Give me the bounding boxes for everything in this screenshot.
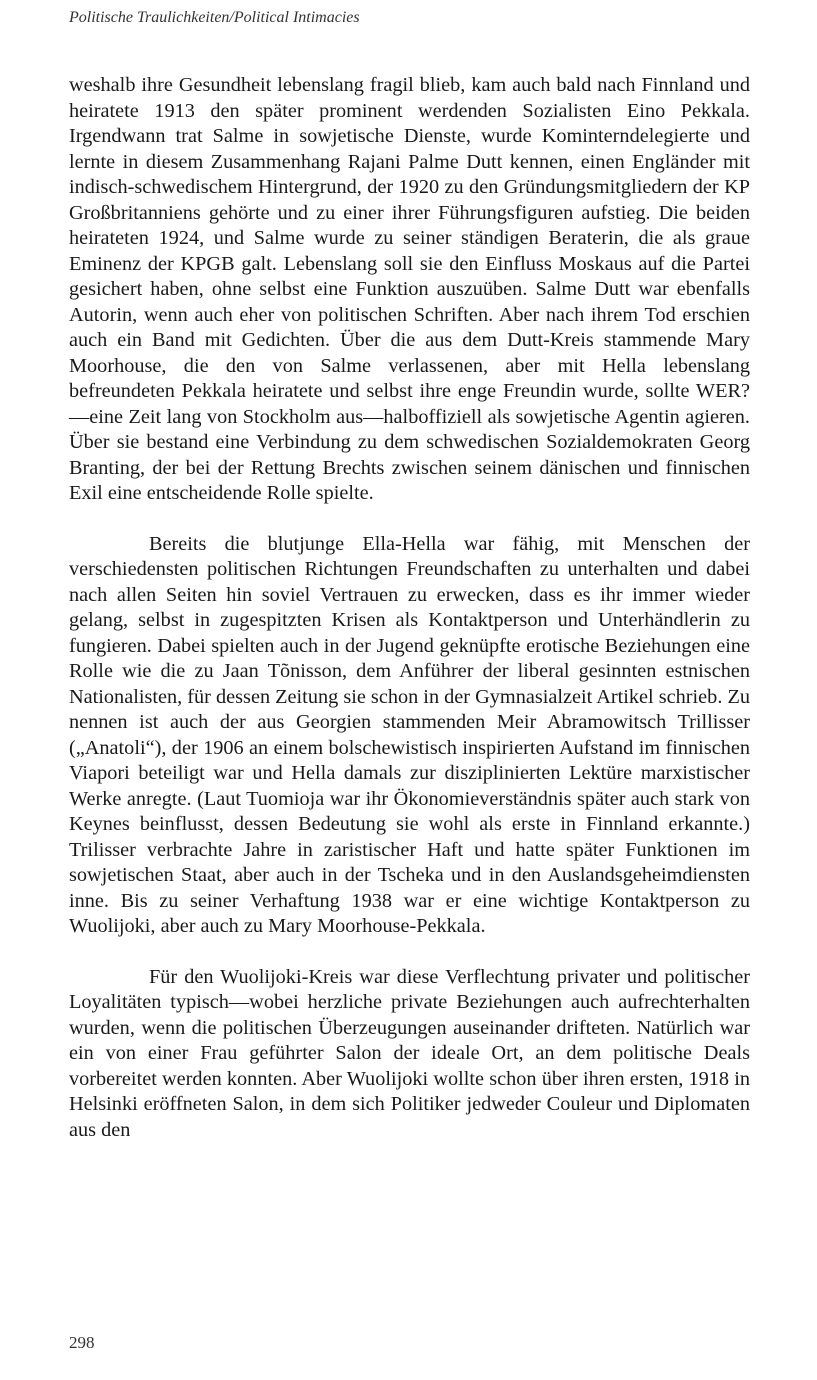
- paragraph-2: Bereits die blutjunge Ella-Hella war fähig, mit Menschen der verschiedensten politischen Richtungen Freundschaften zu unterhalten und dabei nach allen Seiten hin soviel Vertrauen zu erwecken, dass es ihr immer wieder gelang, selbst in zugespitzten Krisen als Kontaktperson und Unterhändlerin zu fungieren. Dabei spielten auch in der Jugend geknüpfte erotische Beziehungen eine Rolle wie die zu Jaan Tõnisson, dem Anführer der liberal gesinnten estnischen Nationalisten, für dessen Zeitung sie schon in der Gymnasialzeit Artikel schrieb. Zu nennen ist auch der aus Georgien stammenden Meir Abramowitsch Trillisser („Anatoli“), der 1906 an einem bolschewistisch inspirierten Aufstand im finnischen Viapori beteiligt war und Hella damals zur disziplinierten Lektüre marxistischer Werke anregte. (Laut Tuomioja war ihr Ökonomieverständnis später auch stark von Keynes beinflusst, dessen Bedeutung sie wohl als erste in Finnland erkannte.) Trilisser verbrachte Jahre in zaristischer Haft und hatte später Funktionen im sowjetischen Staat, aber auch in der Tscheka und in den Auslandsgeheimdiensten inne. Bis zu seiner Verhaftung 1938 war er eine wichtige Kontaktperson zu Wuolijoki, aber auch zu Mary Moorhouse-Pekkala.: [69, 532, 750, 937]
- paragraph-3: Für den Wuolijoki-Kreis war diese Verflechtung privater und politischer Loyalitäten typisch—wobei herzliche private Beziehungen auch aufrechterhalten wurden, wenn die politischen Überzeugungen auseinander drifteten. Natürlich war ein von einer Frau geführter Salon der ideale Ort, an dem politische Deals vorbereitet werden konnten. Aber Wuolijoki wollte schon über ihren ersten, 1918 in Helsinki eröffneten Salon, in dem sich Politiker jedweder Couleur und Diplomaten aus den: [69, 965, 750, 1141]
- paragraph-1: weshalb ihre Gesundheit lebenslang fragil blieb, kam auch bald nach Finnland und heiratete 1913 den später prominent werdenden Sozialisten Eino Pekkala. Irgendwann trat Salme in sowjetische Dienste, wurde Kominterndelegierte und lernte in diesem Zusammenhang Rajani Palme Dutt kennen, einen Engländer mit indisch-schwedischem Hintergrund, der 1920 zu den Gründungsmitgliedern der KP Großbritanniens gehörte und zu einer ihrer Führungsfiguren aufstieg. Die beiden heirateten 1924, und Salme wurde zu seiner ständigen Beraterin, die als graue Eminenz der KPGB galt. Lebenslang soll sie den Einfluss Moskaus auf die Partei gesichert haben, ohne selbst eine Funktion auszuüben. Salme Dutt war ebenfalls Autorin, wenn auch eher von politischen Schriften. Aber nach ihrem Tod erschien auch ein Band mit Gedichten. Über die aus dem Dutt-Kreis stammende Mary Moorhouse, die den von Salme verlassenen, aber mit Hella lebenslang befreundeten Pekkala heiratete und selbst ihre enge Freundin wurde, sollte WER?—eine Zeit lang von Stockholm aus—halboffiziell als sowjetische Agentin agieren. Über sie bestand eine Verbindung zu dem schwedischen Sozialdemokraten Georg Branting, der bei der Rettung Brechts zwischen seinem dänischen und finnischen Exil eine entscheidende Rolle spielte.: [69, 74, 750, 504]
- page-number: 298: [69, 1333, 95, 1352]
- body-text: [69, 73, 750, 1143]
- running-head: Politische Traulichkeiten/Political Intimacies: [69, 9, 360, 26]
